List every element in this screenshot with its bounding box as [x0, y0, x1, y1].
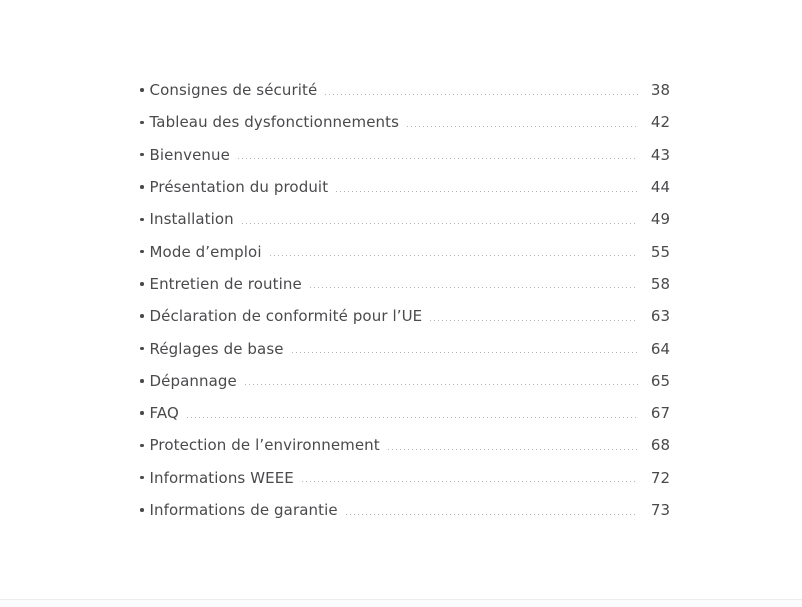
bullet-icon	[140, 444, 144, 448]
bullet-icon	[140, 153, 144, 157]
toc-entry-label: Informations WEEE	[149, 468, 294, 487]
toc-entry-label: Déclaration de conformité pour l’UE	[149, 307, 423, 326]
bullet-icon	[140, 347, 144, 351]
toc-entry-page-number: 68	[650, 436, 670, 455]
toc-entry-label: Informations de garantie	[149, 501, 338, 519]
toc-entry-page-number: 67	[650, 404, 670, 423]
toc-entry-page-number: 63	[650, 307, 670, 326]
dotted-leader	[388, 449, 638, 450]
toc-entry-page-number: 42	[650, 113, 670, 132]
toc-entry[interactable]	[140, 462, 670, 494]
bullet-icon	[140, 250, 144, 254]
toc-entry[interactable]	[140, 74, 670, 106]
dotted-leader	[270, 255, 638, 256]
bullet-icon	[140, 476, 144, 480]
toc-entry[interactable]	[140, 429, 670, 461]
toc-entry-page-number: 72	[650, 468, 670, 487]
dotted-leader	[238, 158, 638, 159]
toc-entry[interactable]	[140, 203, 670, 235]
toc-entry-label: Installation	[149, 210, 234, 229]
toc-entry[interactable]	[140, 332, 670, 364]
toc-entry-page-number: 73	[650, 501, 670, 519]
toc-entry-label: Entretien de routine	[149, 274, 302, 293]
dotted-leader	[245, 384, 638, 385]
dotted-leader	[302, 481, 638, 482]
toc-entry-label: Consignes de sécurité	[149, 81, 318, 100]
toc-entry-page-number: 43	[650, 145, 670, 164]
toc-entry-label: Dépannage	[149, 371, 237, 390]
toc-entry-label: Mode d’emploi	[149, 242, 262, 261]
dotted-leader	[407, 126, 638, 127]
toc-entry-label: Protection de l’environnement	[149, 436, 380, 455]
bullet-icon	[140, 282, 144, 286]
bullet-icon	[140, 508, 144, 512]
toc-entry-label: Bienvenue	[149, 145, 230, 164]
toc-entry-page-number: 58	[650, 274, 670, 293]
dotted-leader	[346, 514, 638, 515]
toc-entry[interactable]	[140, 235, 670, 267]
bullet-icon	[140, 379, 144, 383]
dotted-leader	[430, 320, 638, 321]
dotted-leader	[325, 94, 638, 95]
toc-entry[interactable]	[140, 171, 670, 203]
bullet-icon	[140, 218, 144, 222]
toc-entry-page-number: 49	[650, 210, 670, 229]
bullet-icon	[140, 185, 144, 189]
toc-entry[interactable]	[140, 139, 670, 171]
toc-entry[interactable]	[140, 365, 670, 397]
bullet-icon	[140, 411, 144, 415]
toc-entry-page-number: 55	[650, 242, 670, 261]
toc-entry[interactable]	[140, 268, 670, 300]
toc-entry-page-number: 64	[650, 339, 670, 358]
dotted-leader	[310, 287, 638, 288]
toc-entry-label: Tableau des dysfonctionnements	[149, 113, 400, 132]
toc-entry[interactable]	[140, 106, 670, 138]
bullet-icon	[140, 88, 144, 92]
toc-entry[interactable]	[140, 397, 670, 429]
toc-entry-label: Présentation du produit	[149, 178, 329, 197]
toc-entry[interactable]	[140, 494, 670, 526]
dotted-leader	[187, 417, 638, 418]
bullet-icon	[140, 121, 144, 125]
toc-entry-page-number: 44	[650, 178, 670, 197]
dotted-leader	[292, 352, 638, 353]
dotted-leader	[336, 191, 638, 192]
dotted-leader	[242, 223, 638, 224]
table-of-contents	[140, 74, 670, 526]
toc-entry[interactable]	[140, 300, 670, 332]
toc-entry-label: Réglages de base	[149, 339, 284, 358]
toc-entry-page-number: 38	[650, 81, 670, 100]
bullet-icon	[140, 314, 144, 318]
toc-entry-page-number: 65	[650, 371, 670, 390]
toc-entry-label: FAQ	[149, 404, 179, 423]
